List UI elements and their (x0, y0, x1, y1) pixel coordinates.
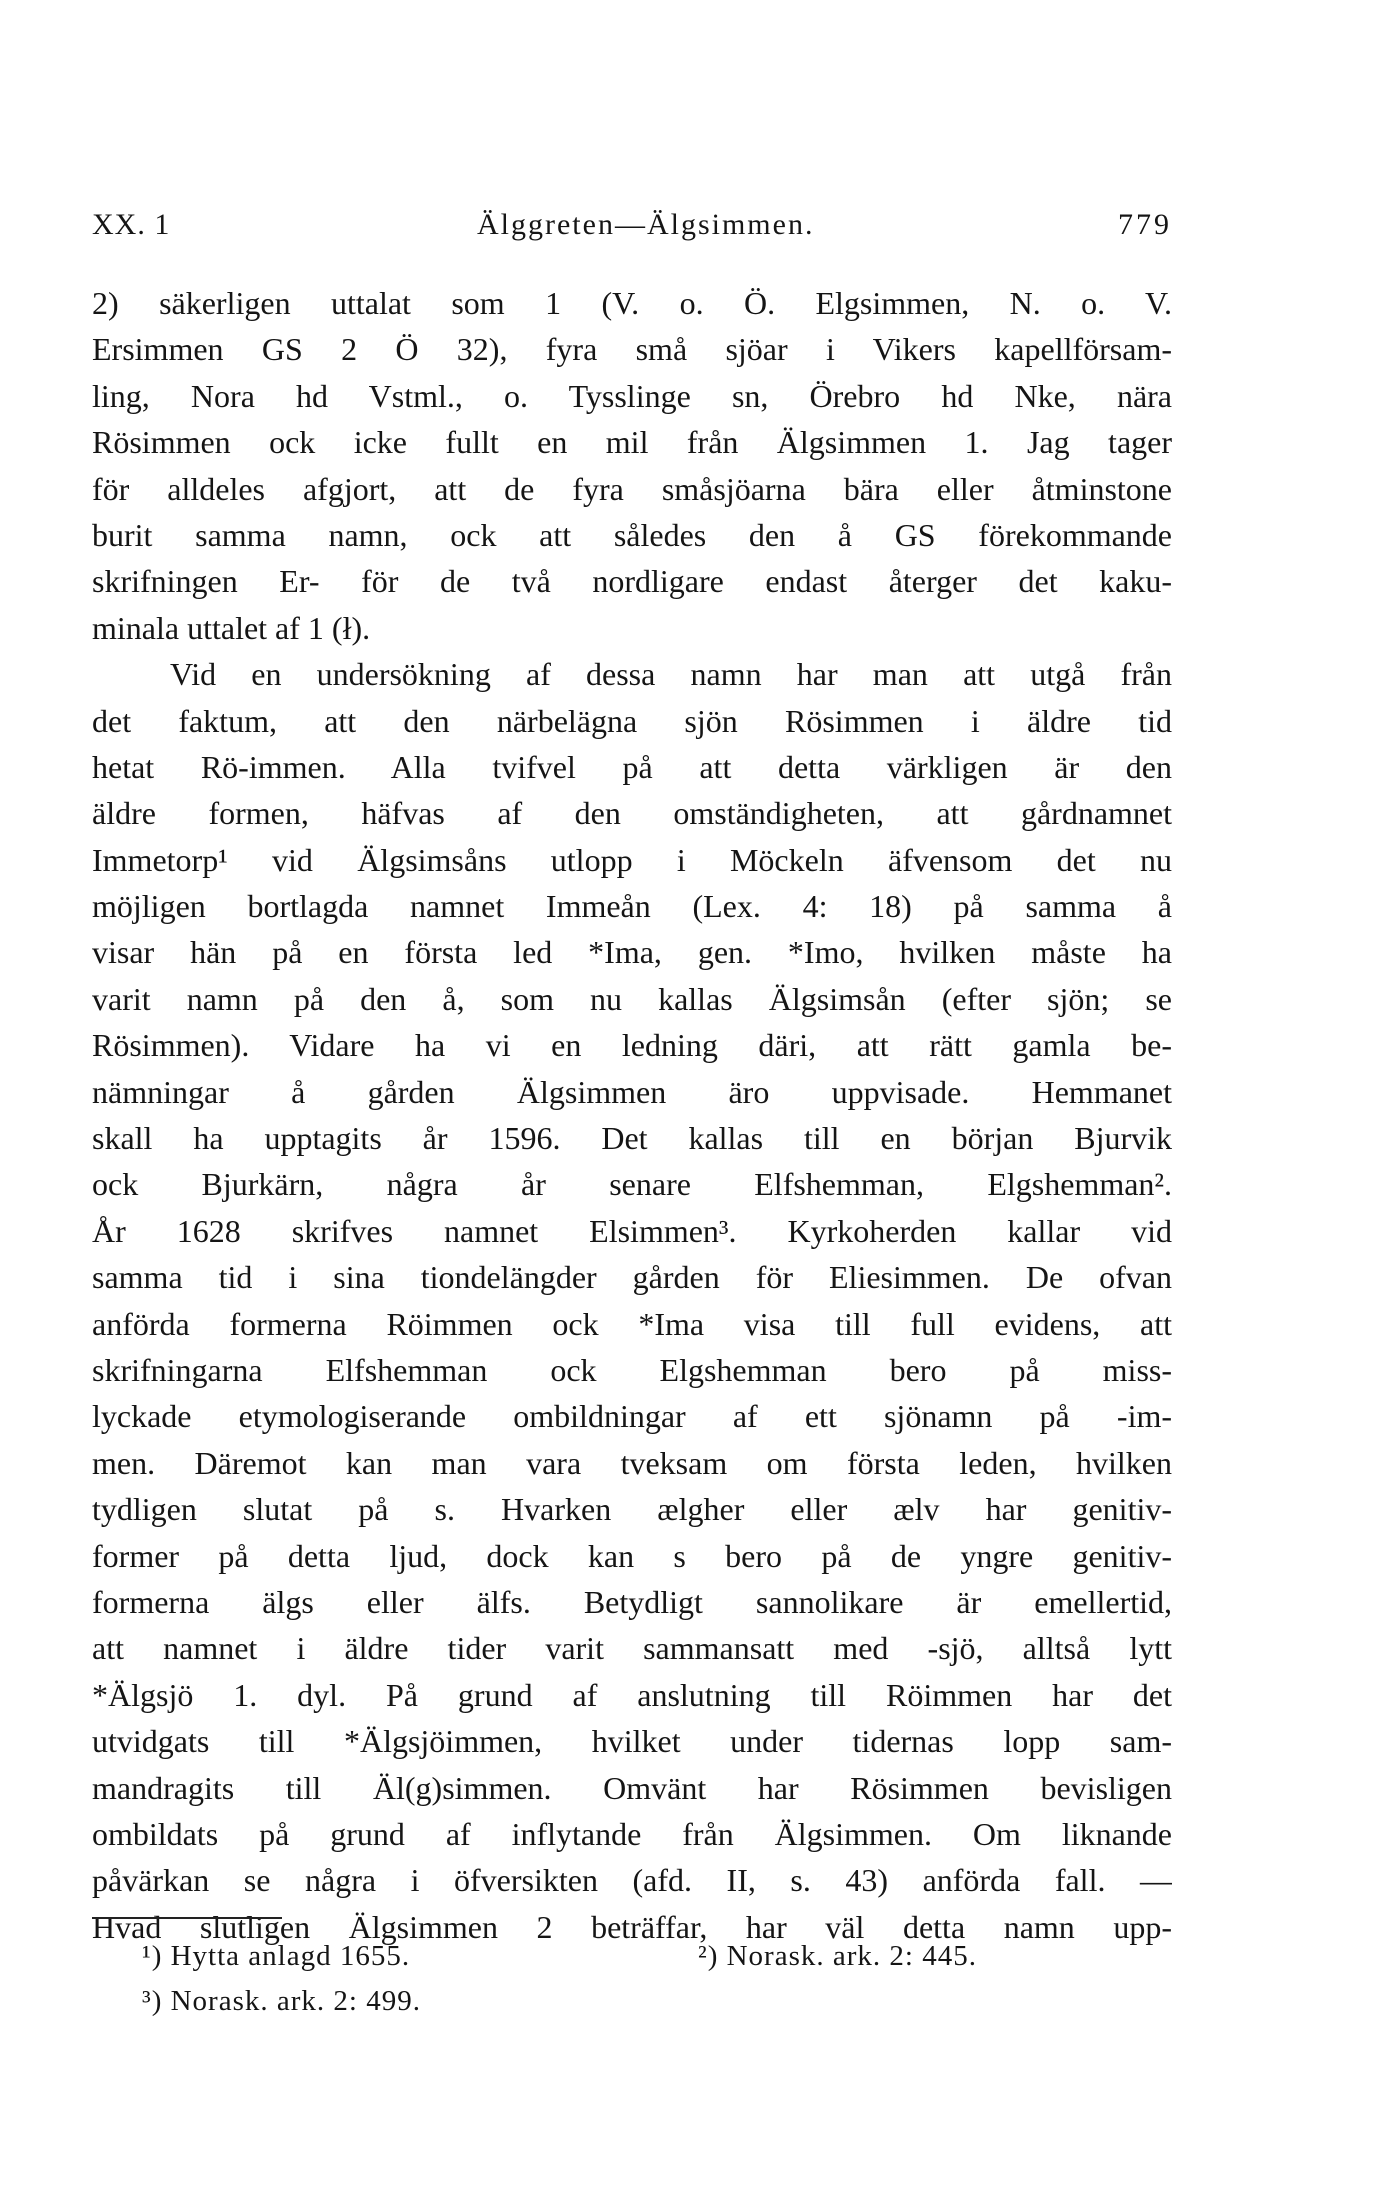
text-line: ombildats på grund af inflytande från Älgsimmen. Om liknande (92, 1815, 1172, 1852)
text-line: nämningar å gården Älgsimmen äro uppvisade. Hemmanet (92, 1073, 1172, 1110)
text-line: hetat Rö-immen. Alla tvifvel på att detta värkligen är den (92, 748, 1172, 785)
text-line: 2) säkerligen uttalat som 1 (V. o. Ö. Elgsimmen, N. o. V. (92, 285, 1172, 321)
text-line: År 1628 skrifves namnet Elsimmen³. Kyrkoherden kallar vid (92, 1212, 1172, 1249)
text-line: minala uttalet af 1 (ł). (92, 609, 371, 646)
footnote-3: ³) Norask. ark. 2: 499. (142, 1985, 421, 2017)
text-line: ock Bjurkärn, några år senare Elfshemman, Elgshemman². (92, 1166, 1172, 1203)
footnote-divider (92, 1917, 282, 1919)
text-line: Ersimmen GS 2 Ö 32), fyra små sjöar i Vikers kapellförsam- (92, 331, 1172, 368)
text-line: att namnet i äldre tider varit sammansatt med -sjö, alltså lytt (92, 1630, 1172, 1667)
text-line: samma tid i sina tiondelängder gården för Eliesimmen. De ofvan (92, 1259, 1172, 1296)
text-line: Immetorp¹ vid Älgsimsåns utlopp i Möckeln äfvensom det nu (92, 841, 1172, 878)
text-line: Hvad slutligen Älgsimmen 2 beträffar, har väl detta namn upp- (92, 1908, 1172, 1945)
text-line: anförda formerna Röimmen ock *Ima visa till full evidens, att (92, 1305, 1172, 1342)
section-number: XX. 1 (92, 208, 171, 241)
text-line: möjligen bortlagda namnet Immeån (Lex. 4: 18) på samma å (92, 888, 1172, 925)
text-line: varit namn på den å, som nu kallas Älgsimsån (efter sjön; se (92, 980, 1172, 1017)
footnote-1: ¹) Hytta anlagd 1655. (142, 1940, 411, 1972)
text-line: påvärkan se några i öfversikten (afd. II, s. 43) anförda fall. — (92, 1862, 1172, 1899)
footnote-2: ²) Norask. ark. 2: 445. (698, 1940, 977, 1972)
text-line: skall ha upptagits år 1596. Det kallas till en början Bjurvik (92, 1120, 1172, 1157)
text-line: visar hän på en första led *Ima, gen. *Imo, hvilken måste ha (92, 934, 1172, 971)
running-header (92, 208, 1172, 248)
text-line: men. Däremot kan man vara tveksam om första leden, hvilken (92, 1444, 1172, 1481)
text-line: äldre formen, häfvas af den omständigheten, att gårdnamnet (92, 795, 1172, 832)
text-line: mandragits till Äl(g)simmen. Omvänt har Rösimmen bevisligen (92, 1769, 1172, 1806)
text-line: Rösimmen). Vidare ha vi en ledning däri, att rätt gamla be- (92, 1027, 1172, 1064)
text-line: Rösimmen ock icke fullt en mil från Älgsimmen 1. Jag tager (92, 424, 1172, 461)
text-line: ling, Nora hd Vstml., o. Tysslinge sn, Örebro hd Nke, nära (92, 377, 1172, 414)
page-number: 779 (1118, 208, 1172, 241)
text-line: formerna älgs eller älfs. Betydligt sannolikare är emellertid, (92, 1583, 1172, 1620)
text-line: Vid en undersökning af dessa namn har man att utgå från (170, 656, 1172, 693)
text-line: skrifningen Er- för de två nordligare endast återger det kaku- (92, 563, 1172, 600)
text-line: skrifningarna Elfshemman ock Elgshemman bero på miss- (92, 1351, 1172, 1388)
text-line: *Älgsjö 1. dyl. På grund af anslutning till Röimmen har det (92, 1676, 1172, 1713)
text-line: burit samma namn, ock att således den å GS förekommande (92, 516, 1172, 553)
text-line: det faktum, att den närbelägna sjön Rösimmen i äldre tid (92, 702, 1172, 739)
text-line: lyckade etymologiserande ombildningar af ett sjönamn på -im- (92, 1398, 1172, 1435)
page-title: Älggreten—Älgsimmen. (477, 208, 815, 241)
text-line: tydligen slutat på s. Hvarken ælgher eller ælv har genitiv- (92, 1491, 1172, 1528)
body-text (92, 280, 1172, 1950)
text-line: för alldeles afgjort, att de fyra småsjöarna bära eller åtminstone (92, 470, 1172, 507)
text-line: former på detta ljud, dock kan s bero på de yngre genitiv- (92, 1537, 1172, 1574)
text-line: utvidgats till *Älgsjöimmen, hvilket under tidernas lopp sam- (92, 1723, 1172, 1760)
